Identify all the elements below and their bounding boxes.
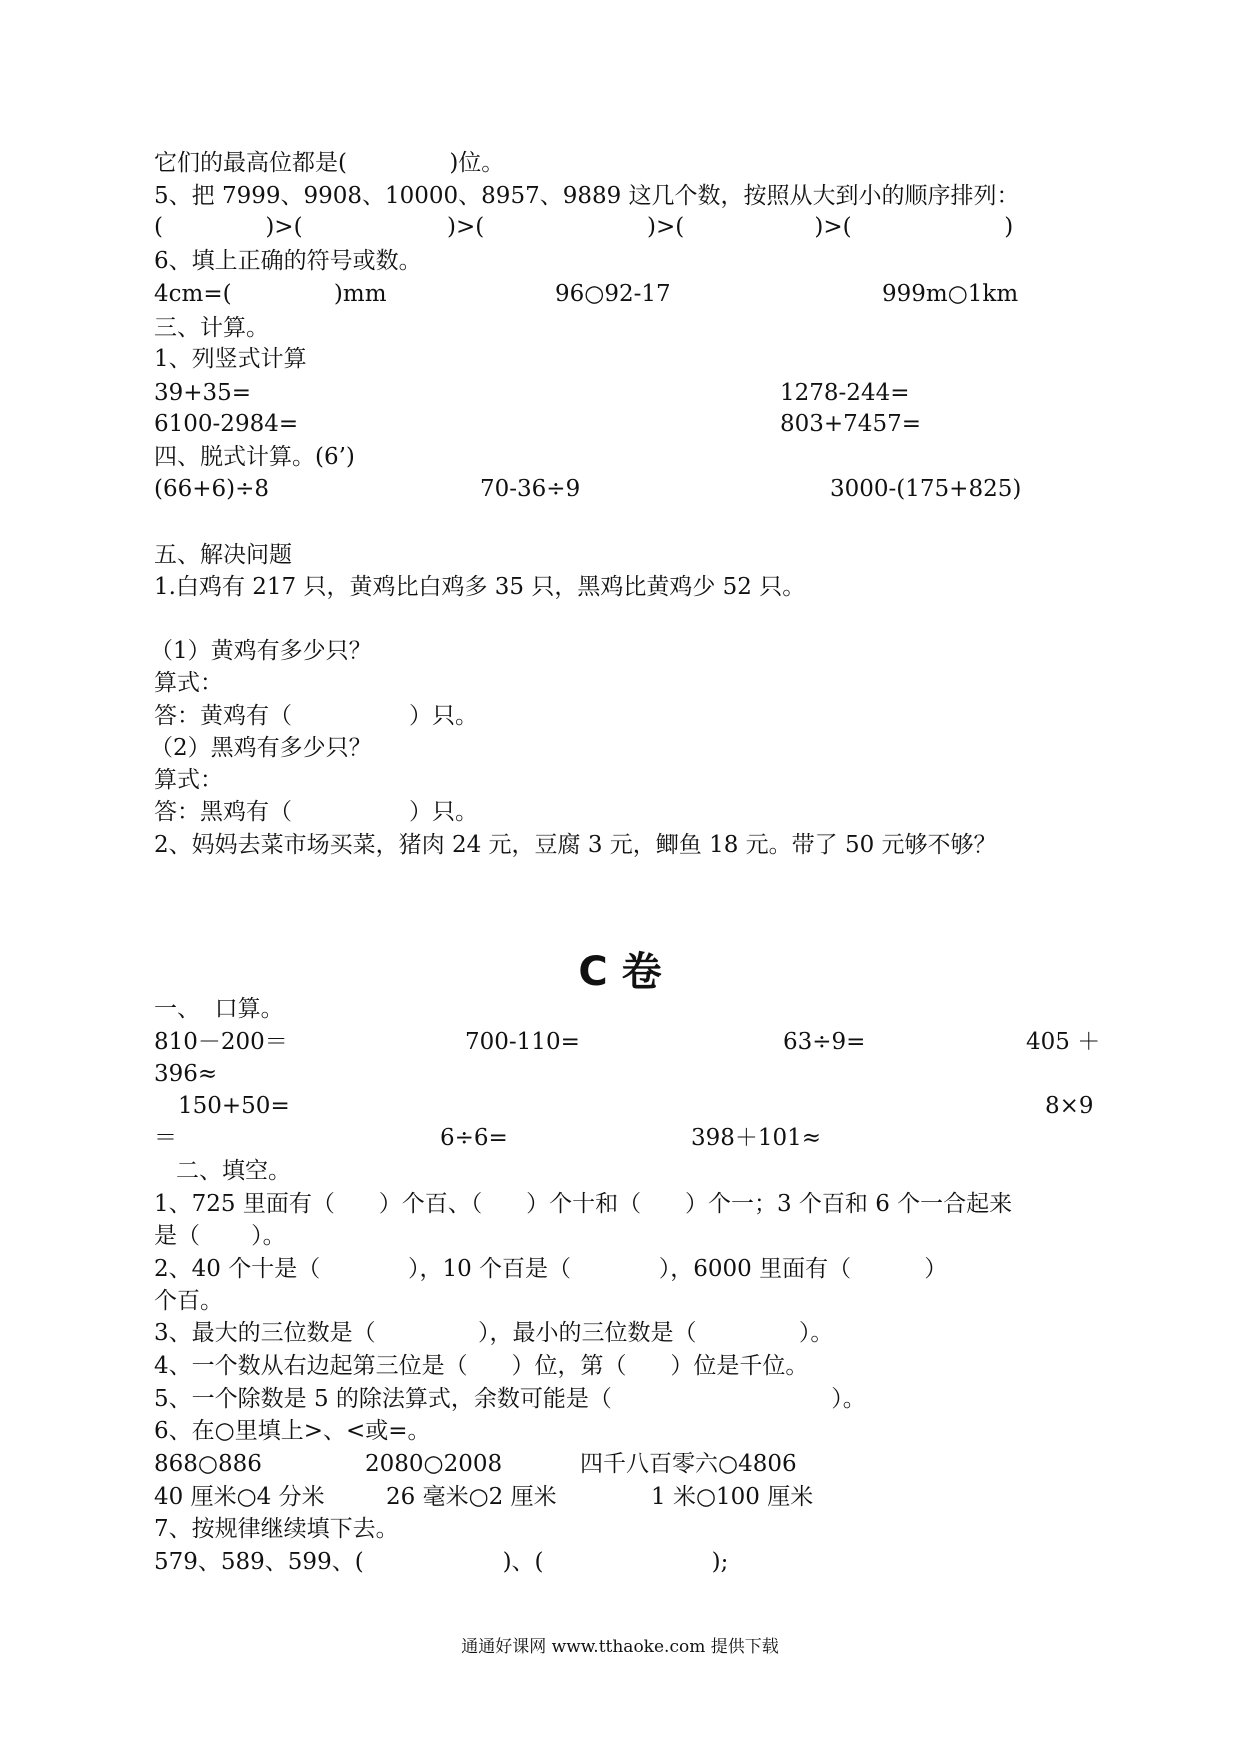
blank: ) bbox=[880, 214, 1014, 240]
blank: )>( bbox=[530, 214, 685, 240]
section-heading: 五、解决问题 bbox=[154, 542, 292, 568]
oral-item: 6÷6= bbox=[440, 1125, 508, 1151]
oral-item: 405 ＋ bbox=[1026, 1029, 1101, 1055]
calc-item: 1278-244= bbox=[780, 380, 910, 406]
fill-question: 5、一个除数是 5 的除法算式，余数可能是（ ）。 bbox=[154, 1386, 866, 1412]
compare-item: 1 米○100 厘米 bbox=[651, 1484, 814, 1510]
q6-item: 4cm=( )mm bbox=[154, 281, 387, 307]
fill-question: 6、在○里填上>、<或=。 bbox=[154, 1418, 431, 1444]
q6-item: 999m○1km bbox=[882, 281, 1019, 307]
fill-question: 1、725 里面有（ ）个百、（ ）个十和（ ）个一；3 个百和 6 个一合起来 bbox=[154, 1191, 1013, 1217]
question-5: 5、把 7999、9908、10000、8957、9889 这几个数，按照从大到小的顺序排列： bbox=[154, 183, 1020, 209]
calc-item: 39+35= bbox=[154, 380, 252, 406]
page-title: C 卷 bbox=[578, 949, 662, 995]
oral-item: 8×9 bbox=[1045, 1093, 1094, 1119]
compare-item: 2080○2008 bbox=[365, 1451, 503, 1477]
fill-question: 579、589、599、( )、( ); bbox=[154, 1549, 729, 1575]
blank: )>( bbox=[352, 214, 485, 240]
section-heading: 四、脱式计算。(6’) bbox=[154, 444, 355, 470]
oral-item: 700-110= bbox=[465, 1029, 580, 1055]
section-heading: 一、 口算。 bbox=[154, 996, 284, 1022]
footer-credit: 通通好课网 www.tthaoke.com 提供下载 bbox=[461, 1637, 779, 1657]
blank: ( )>( bbox=[154, 214, 303, 240]
oral-item: 150+50= bbox=[178, 1093, 290, 1119]
compare-item: 868○886 bbox=[154, 1451, 262, 1477]
step-calc-item: 70-36÷9 bbox=[480, 476, 581, 502]
calc-item: 6100-2984= bbox=[154, 411, 299, 437]
subheading: 1、列竖式计算 bbox=[154, 346, 307, 372]
problem-2: 2、妈妈去菜市场买菜，猪肉 24 元，豆腐 3 元，鲫鱼 18 元。带了 50 元够不够？ bbox=[154, 832, 997, 858]
problem-1: 1.白鸡有 217 只，黄鸡比白鸡多 35 只，黑鸡比黄鸡少 52 只。 bbox=[154, 574, 806, 600]
step-calc-item: (66+6)÷8 bbox=[154, 476, 270, 502]
formula-label: 算式： bbox=[154, 670, 223, 696]
fill-question: 个百。 bbox=[154, 1288, 223, 1314]
fill-question: 4、一个数从右边起第三位是（ ）位，第（ ）位是千位。 bbox=[154, 1353, 809, 1379]
blank: )>( bbox=[734, 214, 852, 240]
question-6: 6、填上正确的符号或数。 bbox=[154, 248, 422, 274]
section-heading: 三、计算。 bbox=[154, 315, 269, 341]
fill-question: 7、按规律继续填下去。 bbox=[154, 1516, 399, 1542]
compare-item: 26 毫米○2 厘米 bbox=[386, 1484, 557, 1510]
oral-item: ＝ bbox=[154, 1125, 177, 1151]
compare-item: 40 厘米○4 分米 bbox=[154, 1484, 325, 1510]
section-heading: 二、填空。 bbox=[176, 1158, 291, 1184]
fill-question: 3、最大的三位数是（ ），最小的三位数是（ ）。 bbox=[154, 1320, 834, 1346]
problem-1-q1: （1）黄鸡有多少只？ bbox=[150, 638, 372, 664]
step-calc-item: 3000-(175+825) bbox=[830, 476, 1022, 502]
answer-line: 答：黄鸡有（ ）只。 bbox=[154, 703, 478, 729]
compare-item: 四千八百零六○4806 bbox=[580, 1451, 797, 1477]
answer-line: 答：黑鸡有（ ）只。 bbox=[154, 799, 478, 825]
oral-item: 398＋101≈ bbox=[691, 1125, 822, 1151]
q6-item: 96○92-17 bbox=[555, 281, 671, 307]
problem-1-q2: （2）黑鸡有多少只？ bbox=[150, 735, 372, 761]
fill-question: 是（ ）。 bbox=[154, 1223, 286, 1249]
oral-item: 396≈ bbox=[154, 1061, 218, 1087]
fill-question: 2、40 个十是（ ），10 个百是（ ），6000 里面有（ ） bbox=[154, 1256, 948, 1282]
oral-item: 63÷9= bbox=[783, 1029, 866, 1055]
text-line: 它们的最高位都是( )位。 bbox=[154, 150, 505, 176]
oral-item: 810－200＝ bbox=[154, 1029, 288, 1055]
calc-item: 803+7457= bbox=[780, 411, 921, 437]
formula-label: 算式： bbox=[154, 767, 223, 793]
